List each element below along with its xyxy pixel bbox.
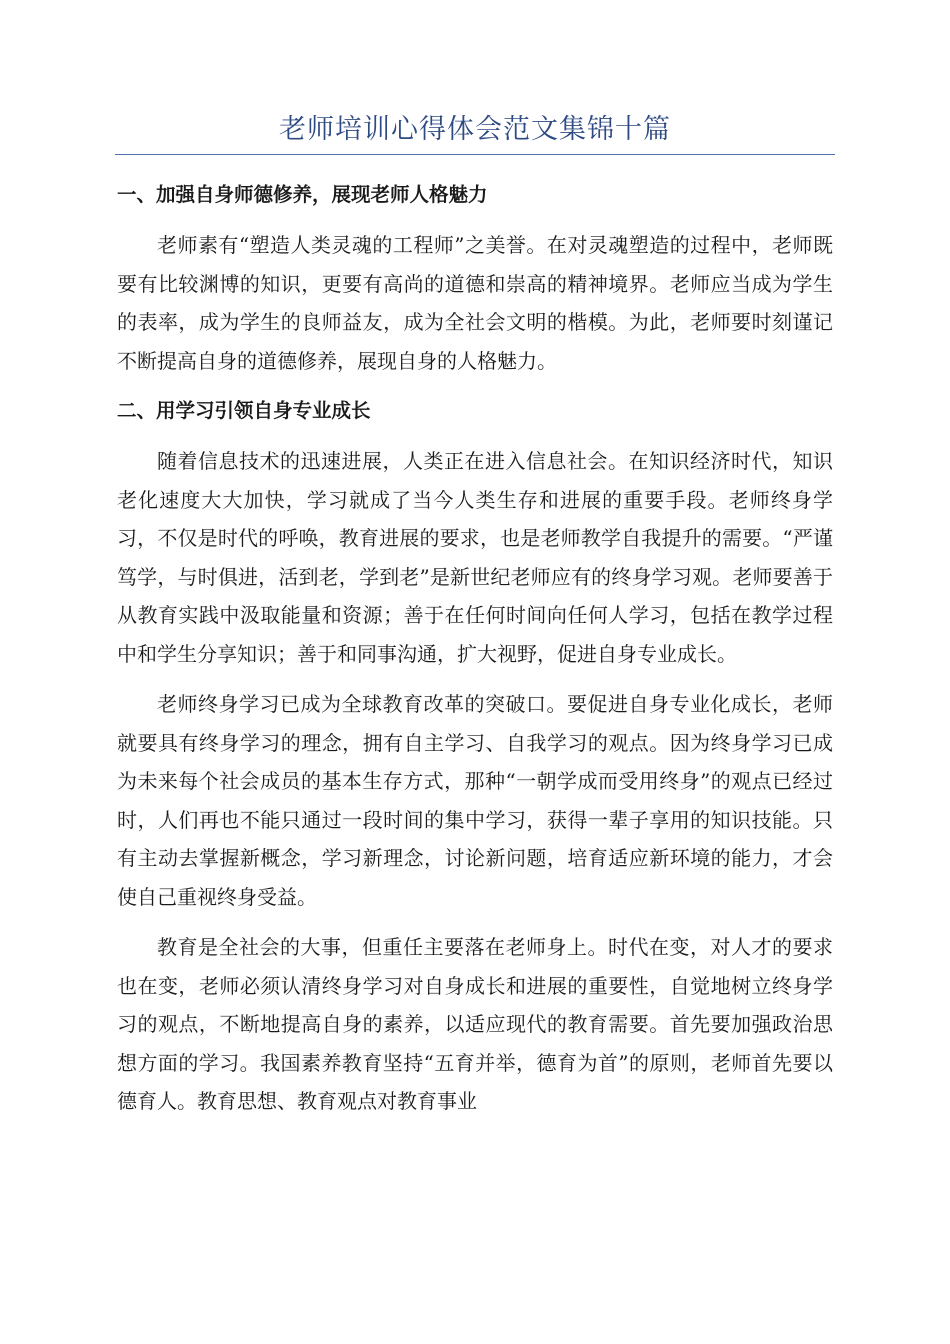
section-2-paragraph-2: 老师终身学习已成为全球教育改革的突破口。要促进自身专业化成长，老师就要具有终身学习的理念，拥有自主学习、自我学习的观点。因为终身学习已成为未来每个社会成员的基本生存方式，那种“一朝学成而受用终身”的观点已经过时，人们再也不能只通过一段时间的集中学习，获得一辈子享用的知识技能。只有主动去掌握新概念，学习新理念，讨论新问题，培育适应新环境的能力，才会使自己重视终身受益。 [117,692,833,909]
section-heading-2: 二、用学习引领自身专业成长 [117,399,371,422]
section-2-paragraph-1: 随着信息技术的迅速进展，人类正在进入信息社会。在知识经济时代，知识老化速度大大加快，学习就成了当今人类生存和进展的重要手段。老师终身学习，不仅是时代的呼唤，教育进展的要求，也是老师教学自我提升的需要。“严谨笃学，与时俱进，活到老，学到老”是新世纪老师应有的终身学习观。老师要善于从教育实践中汲取能量和资源；善于在任何时间向任何人学习，包括在教学过程中和学生分享知识；善于和同事沟通，扩大视野，促进自身专业成长。 [117,449,833,666]
document-body [117,176,833,1133]
title-underline [115,154,835,155]
section-heading-1: 一、加强自身师德修养，展现老师人格魅力 [117,183,488,206]
document-title: 老师培训心得体会范文集锦十篇 [279,114,671,145]
section-2-paragraph-3: 教育是全社会的大事，但重任主要落在老师身上。时代在变，对人才的要求也在变，老师必须认清终身学习对自身成长和进展的重要性，自觉地树立终身学习的观点，不断地提高自身的素养，以适应现代的教育需要。首先要加强政治思想方面的学习。我国素养教育坚持“五育并举，德育为首”的原则，老师首先要以德育人。教育思想、教育观点对教育事业 [117,935,833,1113]
section-1-paragraph-1: 老师素有“塑造人类灵魂的工程师”之美誉。在对灵魂塑造的过程中，老师既要有比较渊博的知识，更要有高尚的道德和崇高的精神境界。老师应当成为学生的表率，成为学生的良师益友，成为全社会文明的楷模。为此，老师要时刻谨记不断提高自身的道德修养，展现自身的人格魅力。 [117,233,833,373]
